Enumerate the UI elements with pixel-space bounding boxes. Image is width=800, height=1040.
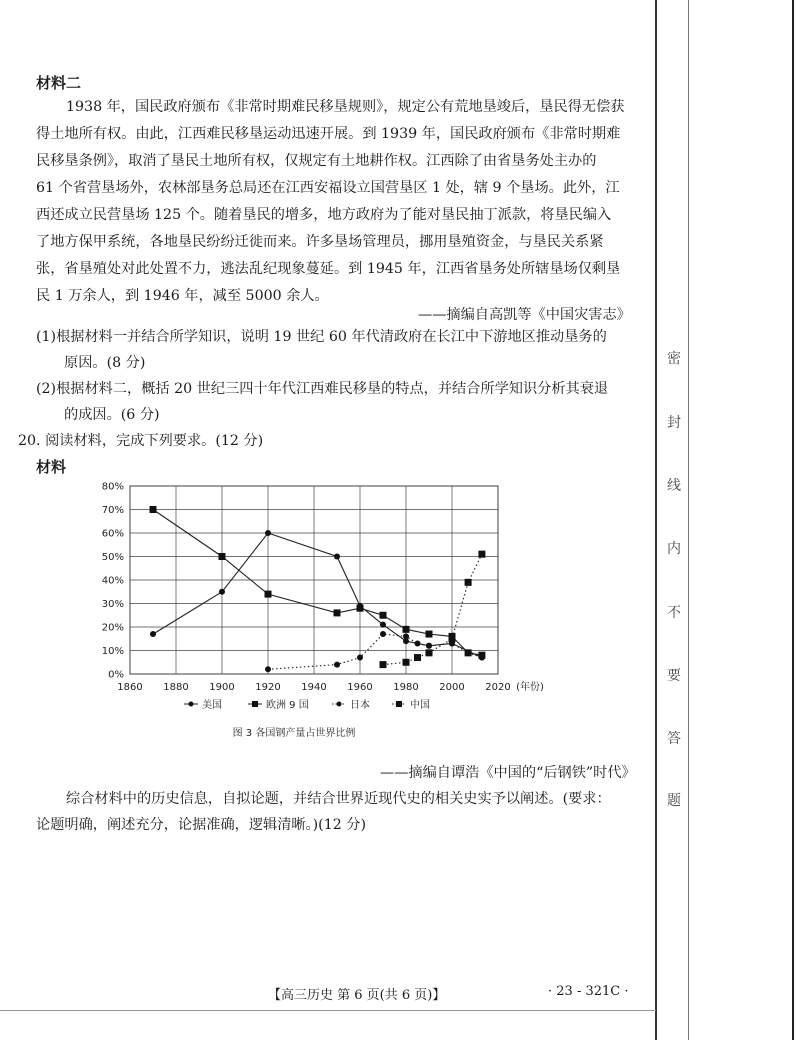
seal-char: 线 <box>667 478 681 494</box>
data-point-square <box>478 551 485 558</box>
y-tick-label: 70% <box>101 505 124 516</box>
data-point-circle <box>334 554 340 560</box>
material2-line: 1938 年，国民政府颁布《非常时期难民移垦规则》，规定公有荒地垦竣后，垦民得无偿获 <box>66 99 625 115</box>
legend-marker-square <box>396 701 402 707</box>
legend-label: 美国 <box>202 700 222 711</box>
x-tick-label: 1980 <box>393 682 419 693</box>
question-1-line2: 原因。(8 分) <box>64 355 146 371</box>
data-point-square <box>265 591 272 598</box>
x-tick-label: 1880 <box>163 682 189 693</box>
data-point-circle <box>415 640 421 646</box>
question-2-line2: 的成因。(6 分) <box>64 407 160 423</box>
data-point-circle <box>265 666 271 672</box>
data-point-circle <box>357 655 363 661</box>
y-tick-label: 20% <box>101 622 124 634</box>
page-edge <box>792 0 794 1040</box>
series-line-3 <box>383 554 482 664</box>
chart-caption: 图 3 各国钢产量占世界比例 <box>232 728 356 739</box>
material2-line: 了地方保甲系统，各地垦民纷纷迁徙而来。许多垦场管理员，挪用垦殖资金，与垦民关系紧 <box>36 234 604 250</box>
x-tick-label: 1900 <box>209 682 235 693</box>
question-1-line1: (1)根据材料一并结合所学知识，说明 19 世纪 60 年代清政府在长江中下游地区推动垦务的 <box>36 329 607 345</box>
material2-line: 民移垦条例》，取消了垦民土地所有权，仅规定有土地耕作权。江西除了由省垦务处主办的 <box>36 153 597 169</box>
data-point-square <box>357 605 364 612</box>
data-point-circle <box>380 631 386 637</box>
data-point-circle <box>265 530 271 536</box>
series-line-1 <box>153 510 482 656</box>
data-point-square <box>449 635 456 642</box>
data-point-circle <box>479 655 485 661</box>
data-point-square <box>403 659 410 666</box>
y-tick-label: 80% <box>101 481 124 493</box>
seal-char: 题 <box>667 793 681 809</box>
x-tick-label: 2000 <box>439 682 465 693</box>
seal-char: 答 <box>667 731 681 747</box>
seal-char: 不 <box>667 605 681 621</box>
footer-rule <box>0 1010 656 1011</box>
x-tick-label: 2020 <box>485 682 511 693</box>
question-20-material-label: 材料 <box>36 458 67 476</box>
seal-char: 密 <box>667 351 681 367</box>
y-tick-label: 30% <box>101 599 124 610</box>
data-point-square <box>334 609 341 616</box>
sidebar-border-right <box>688 0 689 1040</box>
data-point-square <box>465 579 472 586</box>
question-20-source: ——摘编自谭浩《中国的“后钢铁”时代》 <box>380 765 636 781</box>
legend-marker-square <box>252 701 258 707</box>
question-20-task-line1: 综合材料中的历史信息，自拟论题，并结合世界近现代史的相关史实予以阐述。(要求： <box>66 791 611 807</box>
data-point-square <box>403 626 410 633</box>
footer-paper-code: · 23 - 321C · <box>548 984 629 999</box>
seal-char: 要 <box>667 668 681 684</box>
y-tick-label: 10% <box>101 646 124 657</box>
seal-char: 内 <box>667 541 681 557</box>
question-20-title: 20. 阅读材料，完成下列要求。(12 分) <box>18 433 264 449</box>
footer-page-info: 【高三历史 第 6 页(共 6 页)】 <box>268 988 446 1003</box>
seal-char: 封 <box>667 415 681 431</box>
legend-marker-circle <box>189 702 194 707</box>
material2-source: ——摘编自高凯等《中国灾害志》 <box>418 307 631 323</box>
material2-line: 张，省垦殖处对此处置不力，逃法乱纪现象蔓延。到 1945 年，江西省垦务处所辖垦场仅剩垦 <box>36 261 621 277</box>
x-axis-label: (年份) <box>516 682 544 693</box>
y-tick-label: 50% <box>101 552 124 563</box>
data-point-square <box>150 506 157 513</box>
y-tick-label: 60% <box>101 528 124 540</box>
material2-line: 西还成立民营垦场 125 个。随着垦民的增多，地方政府为了能对垦民抽丁派款，将垦民编入 <box>36 207 612 223</box>
data-point-square <box>380 661 387 668</box>
question-2-line1: (2)根据材料二，概括 20 世纪三四十年代江西难民移垦的特点，并结合所学知识分析其衰退 <box>36 381 609 397</box>
steel-share-chart <box>90 476 560 746</box>
data-point-circle <box>426 643 432 649</box>
data-point-circle <box>334 662 340 668</box>
data-point-circle <box>465 650 471 656</box>
y-tick-label: 0% <box>108 669 124 681</box>
legend-marker-circle <box>337 702 342 707</box>
data-point-square <box>426 631 433 638</box>
x-tick-label: 1860 <box>117 682 143 693</box>
data-point-square <box>426 649 433 656</box>
data-point-square <box>380 612 387 619</box>
data-point-square <box>219 553 226 560</box>
chart-svg <box>90 476 560 746</box>
series-line-0 <box>153 533 482 658</box>
legend-label: 日本 <box>350 700 370 711</box>
legend-label: 中国 <box>410 700 430 711</box>
data-point-circle <box>219 589 225 595</box>
legend-label: 欧洲 9 国 <box>266 700 309 711</box>
data-point-circle <box>403 633 409 639</box>
data-point-circle <box>380 622 386 628</box>
x-tick-label: 1920 <box>255 682 281 693</box>
material2-line: 得土地所有权。由此，江西难民移垦运动迅速开展。到 1939 年，国民政府颁布《非常时期难 <box>36 126 621 142</box>
material2-line: 61 个省营垦场外，农林部垦务总局还在江西安福设立国营垦区 1 处，辖 9 个垦场。此外，江 <box>36 180 620 196</box>
material2-heading: 材料二 <box>36 74 82 92</box>
material2-line: 民 1 万余人，到 1946 年，减至 5000 余人。 <box>36 288 329 304</box>
y-tick-label: 40% <box>101 575 124 587</box>
x-tick-label: 1960 <box>347 682 373 693</box>
data-point-square <box>414 654 421 661</box>
data-point-circle <box>150 631 156 637</box>
sidebar-border-left <box>655 0 657 1040</box>
question-20-task-line2: 论题明确，阐述充分，论据准确，逻辑清晰。)(12 分) <box>36 817 367 833</box>
x-tick-label: 1940 <box>301 682 327 693</box>
